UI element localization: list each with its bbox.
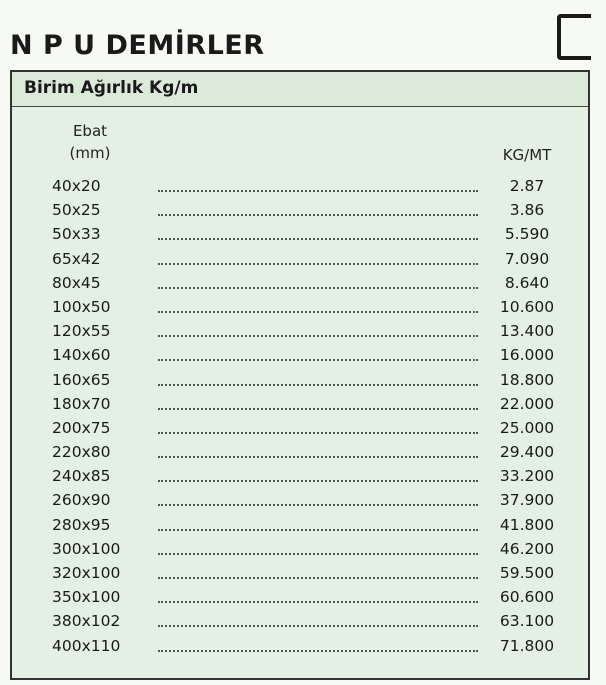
column-header-size-unit: (mm) — [69, 144, 111, 162]
table-row — [12, 200, 588, 224]
row-size: 300x100 — [52, 539, 121, 558]
row-size: 160x65 — [52, 370, 111, 389]
row-weight-value: 46.200 — [499, 539, 555, 558]
row-size: 240x85 — [52, 467, 111, 486]
dotted-leader — [158, 432, 478, 434]
row-weight-value: 8.640 — [504, 273, 550, 292]
dotted-leader — [158, 650, 478, 652]
row-weight-value: 33.200 — [499, 467, 555, 486]
row-size: 380x102 — [52, 612, 121, 631]
page-title: N P U DEMİRLER — [10, 30, 265, 61]
table-row — [12, 370, 588, 394]
dotted-leader — [158, 287, 478, 289]
row-weight-value: 71.800 — [499, 636, 555, 655]
row-size: 260x90 — [52, 491, 111, 510]
dotted-leader — [158, 553, 478, 555]
table-row — [12, 636, 588, 660]
dotted-leader — [158, 263, 478, 265]
row-size: 80x45 — [52, 273, 101, 292]
row-weight-value: 63.100 — [499, 612, 555, 631]
dotted-leader — [158, 480, 478, 482]
row-weight-value: 13.400 — [499, 322, 555, 341]
table-row — [12, 297, 588, 321]
table-row — [12, 563, 588, 587]
dotted-leader — [158, 601, 478, 603]
dotted-leader — [158, 577, 478, 579]
dotted-leader — [158, 190, 478, 192]
row-weight-value: 18.800 — [499, 370, 555, 389]
row-weight-value: 5.590 — [504, 225, 550, 244]
row-weight-value: 41.800 — [499, 515, 555, 534]
row-size: 220x80 — [52, 443, 111, 462]
row-size: 65x42 — [52, 249, 101, 268]
table-row — [12, 345, 588, 369]
dotted-leader — [158, 384, 478, 386]
dotted-leader — [158, 529, 478, 531]
table-row — [12, 394, 588, 418]
dotted-leader — [158, 408, 478, 410]
table-row — [12, 539, 588, 563]
dotted-leader — [158, 359, 478, 361]
row-weight-value: 3.86 — [509, 201, 545, 220]
row-weight-value: 16.000 — [499, 346, 555, 365]
table-row — [12, 587, 588, 611]
row-size: 200x75 — [52, 418, 111, 437]
row-size: 280x95 — [52, 515, 111, 534]
row-weight-value: 59.500 — [499, 564, 555, 582]
row-size: 350x100 — [52, 588, 121, 607]
row-size: 320x100 — [52, 564, 121, 582]
table-row — [12, 466, 588, 490]
dotted-leader — [158, 311, 478, 313]
row-weight-value: 37.900 — [499, 491, 555, 510]
table-row — [12, 224, 588, 248]
row-weight-value: 10.600 — [499, 297, 555, 316]
dotted-leader — [158, 625, 478, 627]
row-weight-value: 25.000 — [499, 418, 555, 437]
weight-table-panel — [10, 70, 590, 680]
row-weight-value: 2.87 — [509, 177, 545, 195]
row-size: 40x20 — [52, 177, 101, 195]
dotted-leader — [158, 335, 478, 337]
dotted-leader — [158, 456, 478, 458]
dotted-leader — [158, 504, 478, 506]
table-rows — [12, 176, 588, 660]
row-weight-value: 29.400 — [499, 443, 555, 462]
table-subtitle: Birim Ağırlık Kg/m — [24, 78, 199, 98]
table-row — [12, 176, 588, 200]
row-size: 50x33 — [52, 225, 101, 244]
row-weight-value: 7.090 — [504, 249, 550, 268]
row-size: 120x55 — [52, 322, 111, 341]
row-weight-value: 22.000 — [499, 394, 555, 413]
dotted-leader — [158, 238, 478, 240]
table-row — [12, 321, 588, 345]
table-row — [12, 442, 588, 466]
column-header-size — [60, 120, 120, 164]
row-weight-value: 60.600 — [499, 588, 555, 607]
corner-bracket-icon — [557, 14, 591, 60]
column-header-weight: KG/MT — [502, 146, 552, 164]
table-row — [12, 490, 588, 514]
table-row — [12, 249, 588, 273]
table-row — [12, 418, 588, 442]
column-header-size-label: Ebat — [72, 122, 108, 140]
table-row — [12, 515, 588, 539]
table-row — [12, 273, 588, 297]
table-row — [12, 611, 588, 635]
row-size: 100x50 — [52, 297, 111, 316]
row-size: 140x60 — [52, 346, 111, 365]
dotted-leader — [158, 214, 478, 216]
row-size: 400x110 — [52, 636, 121, 655]
row-size: 180x70 — [52, 394, 111, 413]
panel-header — [12, 72, 588, 107]
row-size: 50x25 — [52, 201, 101, 220]
